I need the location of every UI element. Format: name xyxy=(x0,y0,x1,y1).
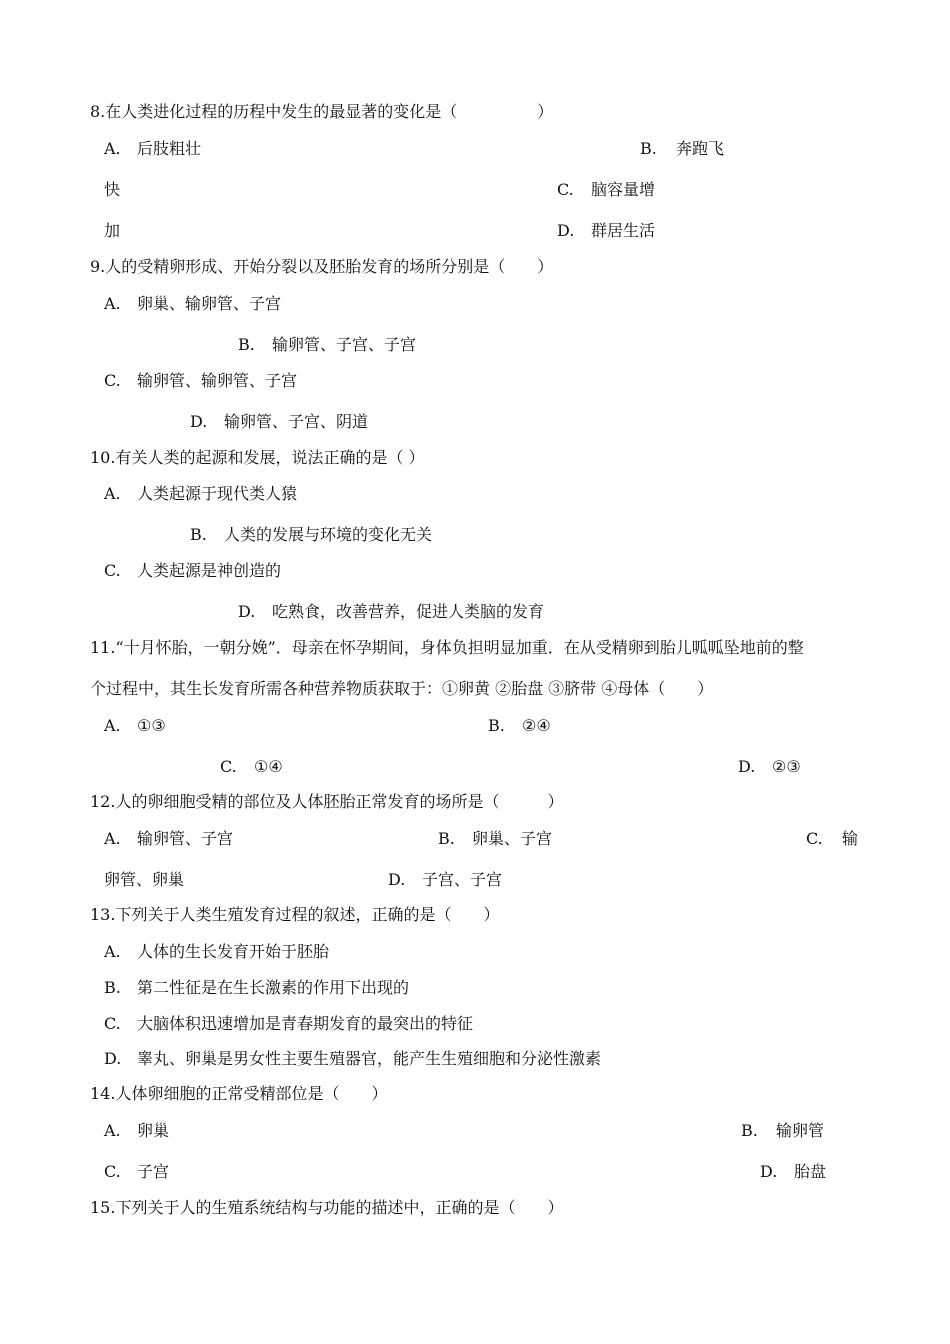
q12-option-a-text: 输卵管、子宫 xyxy=(137,829,234,848)
q11-option-b-text: ②④ xyxy=(522,716,551,735)
q8-option-a-letter: A. xyxy=(104,139,121,158)
q10-option-c-letter: C. xyxy=(104,561,121,580)
q14-option-d-text: 胎盘 xyxy=(794,1162,827,1181)
q8-option-c-text: 脑容量增 xyxy=(591,180,656,199)
q14-option-d-letter: D. xyxy=(760,1162,778,1181)
q11-option-c-text: ①④ xyxy=(254,757,283,776)
question-10-stem: 10.有关人类的起源和发展，说法正确的是（ ） xyxy=(90,448,425,467)
q13-option-d-text: 睾丸、卵巢是男女性主要生殖器官，能产生生殖细胞和分泌性激素 xyxy=(137,1049,602,1068)
question-12-stem: 12.人的卵细胞受精的部位及人体胚胎正常发育的场所是（ ） xyxy=(90,792,564,811)
q12-option-a-letter: A. xyxy=(104,829,121,848)
question-9-stem: 9.人的受精卵形成、开始分裂以及胚胎发育的场所分别是（ ） xyxy=(90,257,554,276)
q13-option-b-text: 第二性征是在生长激素的作用下出现的 xyxy=(137,978,410,997)
q8-option-a-text: 后肢粗壮 xyxy=(137,139,202,158)
q11-option-d-text: ②③ xyxy=(772,757,801,776)
q11-option-c-letter: C. xyxy=(220,757,237,776)
q8-option-b-letter: B. xyxy=(640,139,657,158)
q12-option-b-letter: B. xyxy=(438,829,455,848)
q10-option-d-letter: D. xyxy=(238,602,256,621)
q12-option-c-wrap: 卵管、卵巢 xyxy=(104,870,185,889)
q12-option-c-text: 输 xyxy=(842,829,859,848)
q13-option-a-text: 人体的生长发育开始于胚胎 xyxy=(137,942,330,961)
q8-option-b-text: 奔跑飞 xyxy=(676,139,725,158)
q10-option-b-text: 人类的发展与环境的变化无关 xyxy=(224,525,433,544)
q11-option-a-letter: A. xyxy=(104,716,121,735)
q10-option-a-letter: A. xyxy=(104,484,121,503)
question-11-stem-line1: 11.“十月怀胎，一朝分娩”．母亲在怀孕期间，身体负担明显加重．在从受精卵到胎儿呱呱坠地前的整 xyxy=(90,638,804,657)
q9-option-c-text: 输卵管、输卵管、子宫 xyxy=(137,371,298,390)
q14-option-b-text: 输卵管 xyxy=(776,1121,825,1140)
q14-option-c-text: 子宫 xyxy=(137,1162,170,1181)
q8-option-c-wrap: 加 xyxy=(104,221,121,240)
q9-option-b-text: 输卵管、子宫、子宫 xyxy=(272,335,417,354)
q12-option-c-letter: C. xyxy=(806,829,823,848)
q14-option-a-text: 卵巢 xyxy=(137,1121,170,1140)
q13-option-c-letter: C. xyxy=(104,1014,121,1033)
q9-option-d-letter: D. xyxy=(190,412,208,431)
q10-option-b-letter: B. xyxy=(190,525,207,544)
q10-option-c-text: 人类起源是神创造的 xyxy=(137,561,282,580)
q9-option-a-text: 卵巢、输卵管、子宫 xyxy=(137,294,282,313)
q9-option-d-text: 输卵管、子宫、阴道 xyxy=(224,412,369,431)
q9-option-a-letter: A. xyxy=(104,294,121,313)
q12-option-d-text: 子宫、子宫 xyxy=(422,870,503,889)
question-13-stem: 13.下列关于人类生殖发育过程的叙述，正确的是（ ） xyxy=(90,905,500,924)
q8-option-d-text: 群居生活 xyxy=(591,221,656,240)
q13-option-b-letter: B. xyxy=(104,978,121,997)
q11-option-b-letter: B. xyxy=(488,716,505,735)
q11-option-a-text: ①③ xyxy=(137,716,166,735)
q10-option-d-text: 吃熟食，改善营养，促进人类脑的发育 xyxy=(272,602,545,621)
q8-option-d-letter: D. xyxy=(557,221,575,240)
question-15-stem: 15.下列关于人的生殖系统结构与功能的描述中，正确的是（ ） xyxy=(90,1198,564,1217)
question-14-stem: 14.人体卵细胞的正常受精部位是（ ） xyxy=(90,1084,388,1103)
q8-option-b-wrap: 快 xyxy=(104,180,121,199)
q9-option-b-letter: B. xyxy=(238,335,255,354)
q11-option-d-letter: D. xyxy=(738,757,756,776)
q13-option-d-letter: D. xyxy=(104,1049,122,1068)
question-8-stem: 8.在人类进化过程的历程中发生的最显著的变化是（ ） xyxy=(90,102,554,121)
q12-option-d-letter: D. xyxy=(388,870,406,889)
q9-option-c-letter: C. xyxy=(104,371,121,390)
q10-option-a-text: 人类起源于现代类人猿 xyxy=(137,484,298,503)
q8-option-c-letter: C. xyxy=(557,180,574,199)
q13-option-c-text: 大脑体积迅速增加是青春期发育的最突出的特征 xyxy=(137,1014,474,1033)
q12-option-b-text: 卵巢、子宫 xyxy=(472,829,553,848)
q13-option-a-letter: A. xyxy=(104,942,121,961)
q14-option-b-letter: B. xyxy=(741,1121,758,1140)
q14-option-c-letter: C. xyxy=(104,1162,121,1181)
question-11-stem-line2: 个过程中，其生长发育所需各种营养物质获取于：①卵黄 ②胎盘 ③脐带 ④母体（ ） xyxy=(90,679,714,698)
q14-option-a-letter: A. xyxy=(104,1121,121,1140)
